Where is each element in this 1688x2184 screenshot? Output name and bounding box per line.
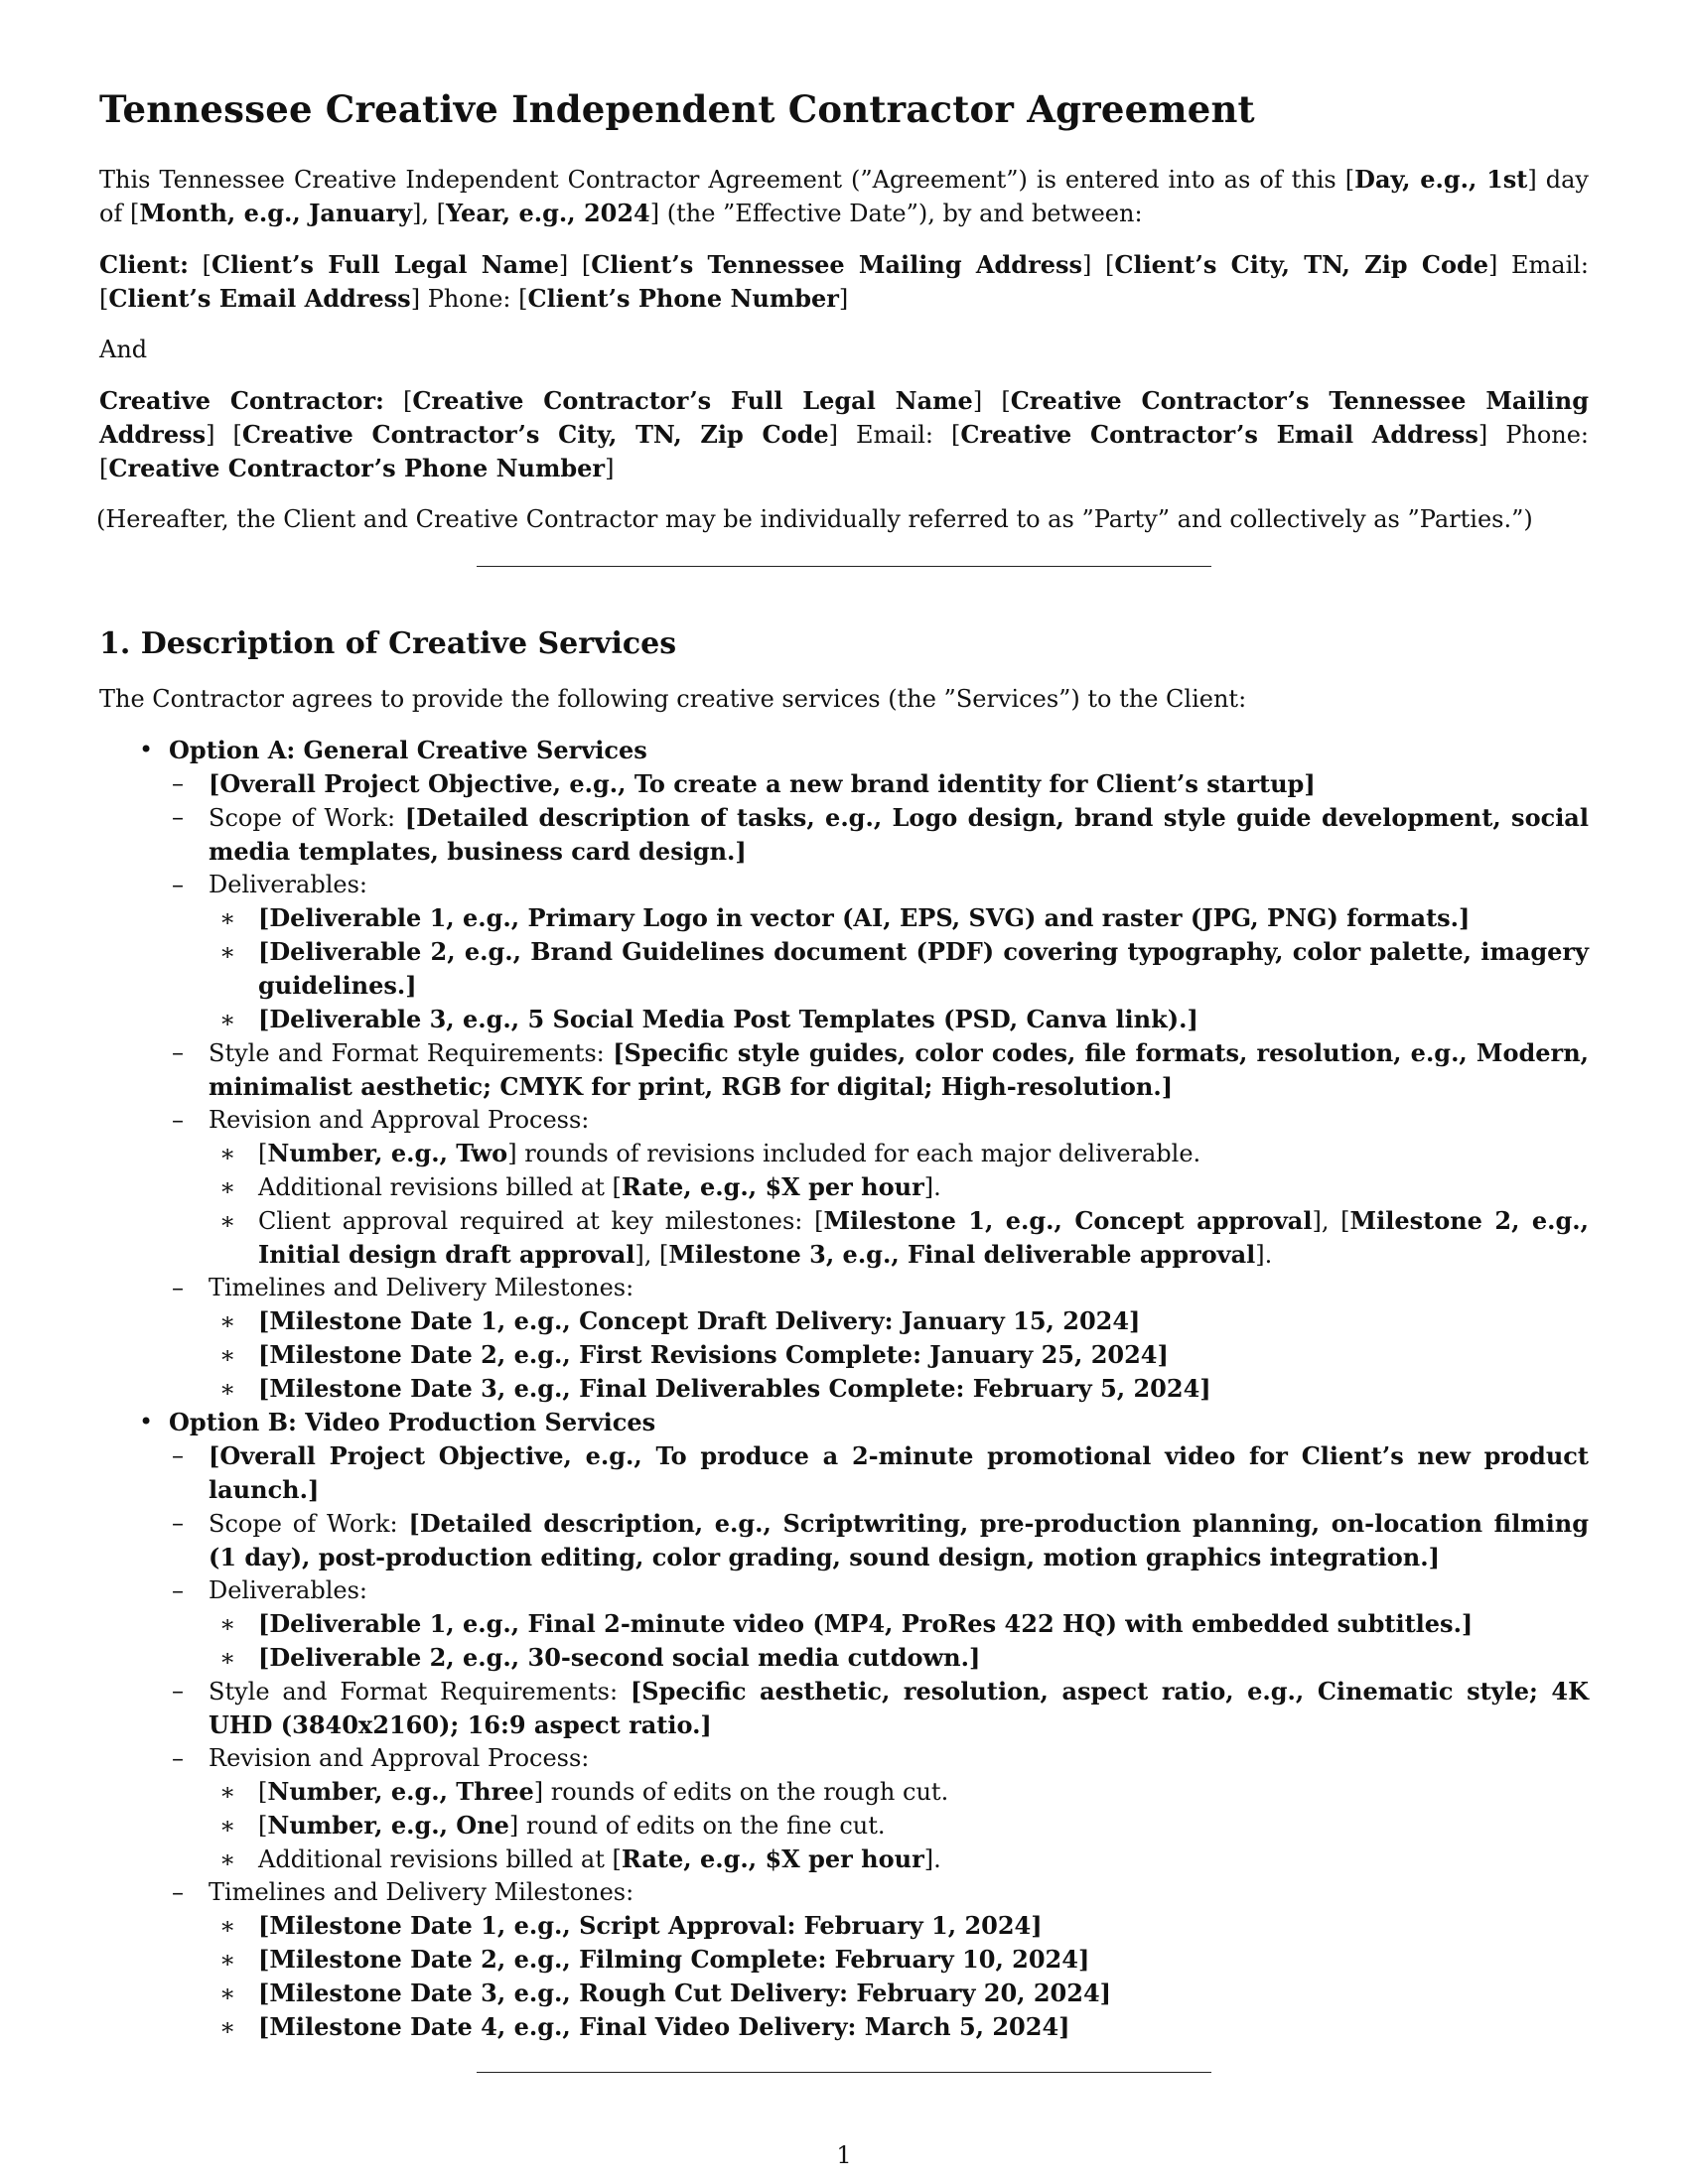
and-text: And (99, 336, 148, 363)
asterisk-icon: ∗ (219, 1778, 236, 1806)
list-item: – Revision and Approval Process: ∗ [Number, e.g., Two] rounds of revisions included for each major deliverable. ∗ Additional revisions billed at [Rate, e.g., $X per hour]. ∗ Client approval required at key milestones: [Milestone 1, e.g., Concept approval], [Milestone 2, e.g., Initial design draft approval], [Milestone 3, e.g., Final deliverable approval]. (169, 1104, 1589, 1272)
month-placeholder: Month, e.g., January (139, 199, 413, 227)
option-b: • Option B: Video Production Services – [Overall Project Objective, e.g., To produce a 2-minute promotional video for Client’s new product launch.] – Scope of Work: [Detailed description, e.g., Scriptwriting, pre-production planning, on-location filming (1 day), post-production editing, color grading, sound design, motion graphics integration.] – Deliverables: ∗ [Deliverable 1, e.g., Final 2-minute video (MP4, ProRes 422 HQ) with embedded subtitles.] ∗ [Deliverable 2, e.g., 30-second social media cutdown.] – Style and Format Requirements: [Specific aesthetic, resolution, aspect ratio, e.g., Cinematic style; 4K UHD (3840x2160); 16:9 aspect ratio.] – Revision and Approval Process: ∗ [Number, e.g., Three] rounds of edits on the rough cut. ∗ [Number, e.g., One] round of edits on the fine cut. ∗ Additional revisions billed at [Rate, e.g., $X per hour]. – Timelines and Delivery Milestones: ∗ [Milestone Date 1, e.g., Script Approval: February 1, 2024] ∗ [Milestone Date 2, e.g., Filming Complete: February 10, 2024] ∗ [Milestone Date 3, e.g., Rough Cut Delivery: February 20, 2024] ∗ [Milestone Date 4, e.g., Final Video Delivery: March 5, 2024] (99, 1406, 1589, 2044)
section-1-intro: The Contractor agrees to provide the following creative services (the ”Services”) to the Client: (99, 685, 1247, 713)
dash-icon: – (172, 1677, 184, 1705)
dash-icon: – (172, 1441, 184, 1469)
list-item: – Deliverables: ∗ [Deliverable 1, e.g., Final 2-minute video (MP4, ProRes 422 HQ) with embedded subtitles.] ∗ [Deliverable 2, e.g., 30-second social media cutdown.] (169, 1574, 1589, 1675)
asterisk-icon: ∗ (219, 1173, 236, 1201)
document-title: Tennessee Creative Independent Contractor Agreement (99, 87, 1255, 131)
list-item: ∗ [Deliverable 2, e.g., 30-second social media cutdown.] (209, 1641, 1589, 1675)
list-item: – Scope of Work: [Detailed description, e.g., Scriptwriting, pre-production planning, on-location filming (1 day), post-production editing, color grading, sound design, motion graphics integration.] (172, 1509, 1589, 1571)
list-item: ∗ [Deliverable 1, e.g., Primary Logo in vector (AI, EPS, SVG) and raster (JPG, PNG) formats.] (209, 901, 1589, 935)
contractor-block: Creative Contractor: [Creative Contractor’s Full Legal Name] [Creative Contractor’s Tennessee Mailing Address] [Creative Contractor’s City, TN, Zip Code] Email: [Creative Contractor’s Email Address] Phone: [Creative Contractor’s Phone Number] (99, 386, 1590, 482)
client-email: Client’s Email Address (108, 284, 411, 313)
list-item: ∗ [Milestone Date 1, e.g., Script Approval: February 1, 2024] (209, 1909, 1589, 1943)
dash-icon: – (172, 1038, 184, 1066)
document-page (96, 87, 1590, 2073)
bullet-icon: • (139, 1408, 154, 1435)
dash-icon: – (172, 1274, 184, 1301)
asterisk-icon: ∗ (219, 2013, 236, 2041)
asterisk-icon: ∗ (219, 938, 236, 966)
divider (477, 2072, 1211, 2073)
hereafter-note: (Hereafter, the Client and Creative Contractor may be individually referred to as ”Party” and collectively as ”Parties.”) (96, 505, 1533, 533)
list-item: ∗ Additional revisions billed at [Rate, e.g., $X per hour]. (209, 1843, 1589, 1876)
client-name: Client’s Full Legal Name (211, 250, 559, 279)
contractor-phone: Creative Contractor’s Phone Number (108, 454, 606, 482)
asterisk-icon: ∗ (219, 1341, 236, 1369)
client-label: Client: (99, 250, 189, 279)
list-item: ∗ [Deliverable 3, e.g., 5 Social Media Post Templates (PSD, Canva link).] (209, 1003, 1589, 1036)
list-item: – Scope of Work: [Detailed description of tasks, e.g., Logo design, brand style guide development, social media templates, business card design.] (172, 803, 1589, 866)
contractor-name: Creative Contractor’s Full Legal Name (412, 386, 973, 415)
dash-icon: – (172, 1106, 184, 1134)
asterisk-icon: ∗ (219, 1946, 236, 1974)
list-item: – Revision and Approval Process: ∗ [Number, e.g., Three] rounds of edits on the rough cut. ∗ [Number, e.g., One] round of edits on the fine cut. ∗ Additional revisions billed at [Rate, e.g., $X per hour]. (169, 1742, 1589, 1876)
list-item: – Style and Format Requirements: [Specific aesthetic, resolution, aspect ratio, e.g., Cinematic style; 4K UHD (3840x2160); 16:9 aspect ratio.] (172, 1677, 1589, 1739)
asterisk-icon: ∗ (219, 1644, 236, 1672)
list-item: ∗ Client approval required at key milestones: [Milestone 1, e.g., Concept approval], [Milestone 2, e.g., Initial design draft approval], [Milestone 3, e.g., Final deliverable approval]. (219, 1206, 1589, 1269)
section-1-heading: 1. Description of Creative Services (99, 626, 677, 661)
dash-icon: – (172, 1509, 184, 1537)
asterisk-icon: ∗ (219, 1845, 236, 1873)
list-item: – [Overall Project Objective, e.g., To create a new brand identity for Client’s startup] (172, 769, 1316, 798)
contractor-label: Creative Contractor: (99, 386, 384, 415)
dash-icon: – (172, 769, 184, 797)
list-item: – Deliverables: ∗ [Deliverable 1, e.g., Primary Logo in vector (AI, EPS, SVG) and raster (JPG, PNG) formats.] ∗ [Deliverable 2, e.g., Brand Guidelines document (PDF) covering typography, color palette, imagery guidelines.] ∗ [Deliverable 3, e.g., 5 Social Media Post Templates (PSD, Canva link).] (169, 869, 1589, 1036)
client-phone: Client’s Phone Number (527, 284, 839, 313)
client-block: Client: [Client’s Full Legal Name] [Client’s Tennessee Mailing Address] [Client’s City, TN, Zip Code] Email: [Client’s Email Address] Phone: [Client’s Phone Number] (99, 250, 1590, 313)
list-item: ∗ [Number, e.g., Three] rounds of edits on the rough cut. (209, 1775, 1589, 1809)
contractor-city: Creative Contractor’s City, TN, Zip Code (241, 420, 829, 449)
list-item: – Timelines and Delivery Milestones: ∗ [Milestone Date 1, e.g., Script Approval: February 1, 2024] ∗ [Milestone Date 2, e.g., Filming Complete: February 10, 2024] ∗ [Milestone Date 3, e.g., Rough Cut Delivery: February 20, 2024] ∗ [Milestone Date 4, e.g., Final Video Delivery: March 5, 2024] (169, 1876, 1589, 2044)
page-number: 1 (836, 2141, 852, 2169)
list-item: ∗ [Milestone Date 2, e.g., Filming Complete: February 10, 2024] (209, 1943, 1589, 1977)
list-item: ∗ [Milestone Date 1, e.g., Concept Draft Delivery: January 15, 2024] (209, 1304, 1589, 1338)
bullet-icon: • (139, 736, 154, 763)
day-placeholder: Day, e.g., 1st (1354, 165, 1528, 194)
option-a: • Option A: General Creative Services – [Overall Project Objective, e.g., To create a new brand identity for Client’s startup] – Scope of Work: [Detailed description of tasks, e.g., Logo design, brand style guide development, social media templates, business card design.] – Deliverables: ∗ [Deliverable 1, e.g., Primary Logo in vector (AI, EPS, SVG) and raster (JPG, PNG) formats.] ∗ [Deliverable 2, e.g., Brand Guidelines document (PDF) covering typography, color palette, imagery guidelines.] ∗ [Deliverable 3, e.g., 5 Social Media Post Templates (PSD, Canva link).] – Style and Format Requirements: [Specific style guides, color codes, file formats, resolution, e.g., Modern, minimalist aesthetic; CMYK for print, RGB for digital; High-resolution.] – Revision and Approval Process: ∗ [Number, e.g., Two] rounds of revisions included for each major deliverable. ∗ Additional revisions billed at [Rate, e.g., $X per hour]. ∗ Client approval required at key milestones: [Milestone 1, e.g., Concept approval], [Milestone 2, e.g., Initial design draft approval], [Milestone 3, e.g., Final deliverable approval]. – Timelines and Delivery Milestones: ∗ [Milestone Date 1, e.g., Concept Draft Delivery: January 15, 2024] ∗ [Milestone Date 2, e.g., First Revisions Complete: January 25, 2024] ∗ [Milestone Date 3, e.g., Final Deliverables Complete: February 5, 2024] (99, 734, 1589, 1406)
dash-icon: – (172, 871, 184, 898)
dash-icon: – (172, 1878, 184, 1906)
asterisk-icon: ∗ (219, 1912, 236, 1940)
asterisk-icon: ∗ (219, 1979, 236, 2007)
list-item: ∗ [Milestone Date 3, e.g., Final Deliverables Complete: February 5, 2024] (209, 1372, 1589, 1406)
list-item: ∗ [Deliverable 1, e.g., Final 2-minute video (MP4, ProRes 422 HQ) with embedded subtitles.] (209, 1607, 1589, 1641)
list-item: – Style and Format Requirements: [Specific style guides, color codes, file formats, resolution, e.g., Modern, minimalist aesthetic; CMYK for print, RGB for digital; High-resolution.] (172, 1038, 1589, 1101)
asterisk-icon: ∗ (219, 1006, 236, 1033)
list-item: ∗ [Number, e.g., Two] rounds of revisions included for each major deliverable. (209, 1137, 1589, 1170)
client-address: Client’s Tennessee Mailing Address (591, 250, 1083, 279)
list-item: ∗ [Number, e.g., One] round of edits on the fine cut. (209, 1809, 1589, 1843)
asterisk-icon: ∗ (219, 1375, 236, 1403)
list-item: – Timelines and Delivery Milestones: ∗ [Milestone Date 1, e.g., Concept Draft Delivery: January 15, 2024] ∗ [Milestone Date 2, e.g., First Revisions Complete: January 25, 2024] ∗ [Milestone Date 3, e.g., Final Deliverables Complete: February 5, 2024] (169, 1272, 1589, 1406)
contractor-email: Creative Contractor’s Email Address (960, 420, 1478, 449)
dash-icon: – (172, 1744, 184, 1772)
list-item: – [Overall Project Objective, e.g., To produce a 2-minute promotional video for Client’s new product launch.] (172, 1441, 1589, 1504)
services-list (99, 734, 1589, 2044)
list-item: ∗ [Milestone Date 4, e.g., Final Video Delivery: March 5, 2024] (209, 2010, 1589, 2044)
intro-paragraph: This Tennessee Creative Independent Contractor Agreement (”Agreement”) is entered into as of this [Day, e.g., 1st] day of [Month, e.g., January], [Year, e.g., 2024] (the ”Effective Date”), by and between: (99, 165, 1589, 227)
client-city: Client’s City, TN, Zip Code (1114, 250, 1489, 279)
asterisk-icon: ∗ (219, 1207, 236, 1235)
asterisk-icon: ∗ (219, 904, 236, 932)
list-item: ∗ Additional revisions billed at [Rate, e.g., $X per hour]. (209, 1170, 1589, 1204)
list-item: ∗ [Milestone Date 2, e.g., First Revisions Complete: January 25, 2024] (209, 1338, 1589, 1372)
list-item: ∗ [Milestone Date 3, e.g., Rough Cut Delivery: February 20, 2024] (209, 1977, 1589, 2010)
year-placeholder: Year, e.g., 2024 (446, 199, 650, 227)
asterisk-icon: ∗ (219, 1610, 236, 1638)
contractor-address: Creative Contractor’s Tennessee Mailing Address (99, 386, 1590, 449)
dash-icon: – (172, 803, 184, 831)
asterisk-icon: ∗ (219, 1812, 236, 1840)
asterisk-icon: ∗ (219, 1307, 236, 1335)
divider (477, 566, 1211, 567)
asterisk-icon: ∗ (219, 1140, 236, 1167)
dash-icon: – (172, 1576, 184, 1604)
list-item: ∗ [Deliverable 2, e.g., Brand Guidelines document (PDF) covering typography, color palette, imagery guidelines.] (219, 937, 1589, 1000)
